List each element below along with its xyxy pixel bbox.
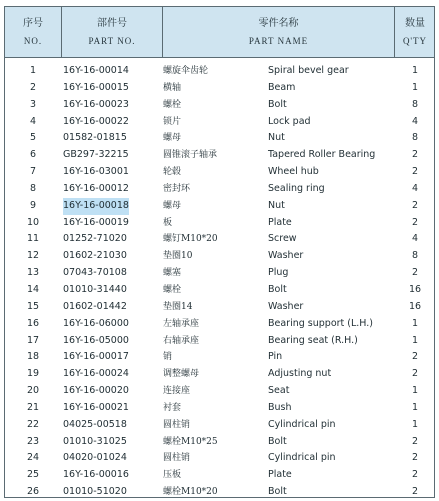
row-number: 20 [26,385,40,397]
table-row[interactable] [5,383,434,400]
part-name-en: Bolt [268,98,287,110]
row-number: 12 [26,250,40,262]
quantity: 1 [411,418,419,430]
part-name-en: Bearing seat (R.H.) [268,334,358,346]
part-name-zh: 圆锥滚子轴承 [163,150,218,161]
table-row[interactable] [5,299,434,316]
table-row[interactable] [5,349,434,366]
part-name-zh: 板 [163,217,173,228]
table-row[interactable] [5,265,434,282]
table-row[interactable] [5,316,434,333]
part-number: 01010-31440 [63,283,127,295]
part-number: 16Y-16-00014 [63,65,129,76]
part-name-en: Bearing support (L.H.) [268,317,374,329]
row-number: 8 [29,182,37,194]
row-number: 7 [29,166,37,178]
part-number: 16Y-16-00016 [63,469,129,481]
quantity: 16 [408,300,422,312]
part-name-en: Cylindrical pin [268,452,336,464]
row-number: 13 [26,267,40,279]
header-part-no-zh: 部件号 [97,18,127,29]
parts-table [4,6,435,498]
table-row[interactable] [5,333,434,350]
row-number: 2 [29,81,37,93]
row-number: 25 [26,469,40,481]
part-number: 16Y-16-00018 [63,198,129,215]
part-name-zh: 螺栓 [163,99,182,110]
table-row[interactable] [5,366,434,383]
row-number: 17 [26,334,40,346]
table-row[interactable] [5,147,434,164]
table-row[interactable] [5,248,434,265]
table-row[interactable] [5,400,434,417]
part-number: 16Y-16-00020 [63,385,129,397]
part-name-zh: 螺栓M10*20 [163,487,218,498]
part-number: 16Y-16-00019 [63,216,129,228]
row-number: 3 [29,98,37,110]
part-name-zh: 垫圈10 [163,251,193,262]
part-name-en: Plate [268,469,292,481]
part-number: 01010-31025 [63,435,127,447]
part-name-zh: 螺钉M10*20 [163,234,218,245]
header-qty [395,7,435,57]
part-name-en: Seat [268,385,290,397]
table-row[interactable] [5,63,434,80]
part-name-zh: 左轴承座 [163,318,200,329]
header-part-no-en: PART NO. [88,36,136,46]
row-number: 10 [26,216,40,228]
part-name-zh: 螺塞 [163,268,182,279]
header-part-name-en: PART NAME [248,36,309,46]
part-number: 16Y-16-00024 [63,368,129,380]
part-number: 01252-71020 [63,233,127,245]
part-number: 16Y-16-03001 [63,166,129,178]
quantity: 1 [411,65,419,76]
quantity: 2 [411,368,419,380]
part-name-en: Nut [268,199,285,211]
part-name-zh: 压板 [163,470,182,481]
part-name-en: Bolt [268,486,287,498]
row-number: 6 [29,149,37,161]
quantity: 2 [411,469,419,481]
part-name-zh: 锁片 [163,116,182,127]
row-number: 21 [26,401,40,413]
part-number: 04025-00518 [63,418,127,430]
part-number: 16Y-16-00022 [63,115,129,127]
part-number: 16Y-16-05000 [63,334,129,346]
header-qty-zh: 数量 [405,18,425,29]
table-header [5,7,434,58]
table-row[interactable] [5,215,434,232]
part-name-zh: 螺旋伞齿轮 [163,66,209,76]
table-row[interactable] [5,80,434,97]
part-number: 01602-21030 [63,250,127,262]
part-name-en: Sealing ring [268,182,325,194]
quantity: 8 [411,98,419,110]
table-row[interactable] [5,467,434,484]
header-qty-en: Q'TY [402,36,428,46]
part-name-zh: 螺栓M10*25 [163,436,218,447]
part-number: 07043-70108 [63,267,127,279]
table-row[interactable] [5,484,434,501]
table-row[interactable] [5,434,434,451]
table-row[interactable] [5,164,434,181]
part-name-en: Beam [268,81,296,93]
table-row[interactable] [5,450,434,467]
table-row[interactable] [5,97,434,114]
table-row[interactable] [5,198,434,215]
header-part-name [163,7,394,57]
header-part-no [62,7,162,57]
part-name-en: Bush [268,401,292,413]
table-row[interactable] [5,417,434,434]
part-number: 04020-01024 [63,452,127,464]
header-no-zh: 序号 [23,18,43,29]
row-number: 19 [26,368,40,380]
part-name-en: Bolt [268,435,287,447]
part-name-en: Plug [268,267,289,279]
header-no-en: NO. [23,36,43,46]
table-body [5,63,434,501]
quantity: 1 [411,401,419,413]
quantity: 8 [411,132,419,144]
table-row[interactable] [5,282,434,299]
row-number: 15 [26,300,40,312]
part-name-en: Tapered Roller Bearing [268,149,376,161]
table-row[interactable] [5,231,434,248]
part-name-en: Washer [268,250,304,262]
quantity: 1 [411,385,419,397]
quantity: 2 [411,486,419,498]
quantity: 1 [411,334,419,346]
part-number: 16Y-16-00012 [63,182,129,194]
row-number: 24 [26,452,40,464]
quantity: 2 [411,216,419,228]
quantity: 8 [411,250,419,262]
part-name-zh: 圆柱销 [163,453,191,464]
part-name-en: Cylindrical pin [268,418,336,430]
part-name-zh: 密封环 [163,183,191,194]
part-name-zh: 横轴 [163,82,182,93]
quantity: 2 [411,166,419,178]
row-number: 11 [26,233,40,245]
row-number: 14 [26,283,40,295]
part-name-en: Lock pad [268,115,311,127]
part-name-zh: 螺母 [163,200,182,211]
part-name-zh: 衬套 [163,402,182,413]
part-number: 01010-51020 [63,486,127,498]
row-number: 1 [29,65,37,76]
part-number: 01602-01442 [63,300,127,312]
header-no [5,7,61,57]
quantity: 4 [411,115,419,127]
row-number: 4 [29,115,37,127]
quantity: 16 [408,283,422,295]
part-number: 16Y-16-06000 [63,317,129,329]
part-name-en: Plate [268,216,292,228]
part-name-zh: 销 [163,352,173,363]
part-name-en: Washer [268,300,304,312]
part-name-zh: 调整螺母 [163,369,200,380]
quantity: 2 [411,435,419,447]
part-name-en: Pin [268,351,283,363]
quantity: 2 [411,199,419,211]
quantity: 4 [411,233,419,245]
quantity: 4 [411,182,419,194]
part-number: 16Y-16-00017 [63,351,129,363]
table-row[interactable] [5,130,434,147]
header-part-name-zh: 零件名称 [258,18,299,29]
row-number: 18 [26,351,40,363]
part-number: 16Y-16-00015 [63,81,129,93]
part-number: GB297-32215 [63,149,129,161]
quantity: 2 [411,267,419,279]
part-name-zh: 轮毂 [163,167,182,178]
part-name-en: Spiral bevel gear [268,65,349,76]
part-name-zh: 右轴承座 [163,335,200,346]
row-number: 9 [29,199,37,211]
quantity: 1 [411,317,419,329]
row-number: 23 [26,435,40,447]
part-name-en: Screw [268,233,297,245]
row-number: 5 [29,132,37,144]
part-name-en: Adjusting nut [268,368,332,380]
part-name-en: Bolt [268,283,287,295]
part-number: 16Y-16-00021 [63,401,129,413]
quantity: 2 [411,351,419,363]
quantity: 2 [411,452,419,464]
part-name-zh: 圆柱销 [163,419,191,430]
row-number: 26 [26,486,40,498]
part-name-zh: 垫圈14 [163,301,193,312]
table-row[interactable] [5,181,434,198]
quantity: 1 [411,81,419,93]
part-number: 01582-01815 [63,132,127,144]
part-name-zh: 螺母 [163,133,182,144]
row-number: 16 [26,317,40,329]
part-number: 16Y-16-00023 [63,98,129,110]
quantity: 2 [411,149,419,161]
part-name-zh: 连接座 [163,386,191,397]
table-row[interactable] [5,114,434,131]
part-name-zh: 螺栓 [163,284,182,295]
row-number: 22 [26,418,40,430]
part-name-en: Nut [268,132,285,144]
part-name-en: Wheel hub [268,166,319,178]
